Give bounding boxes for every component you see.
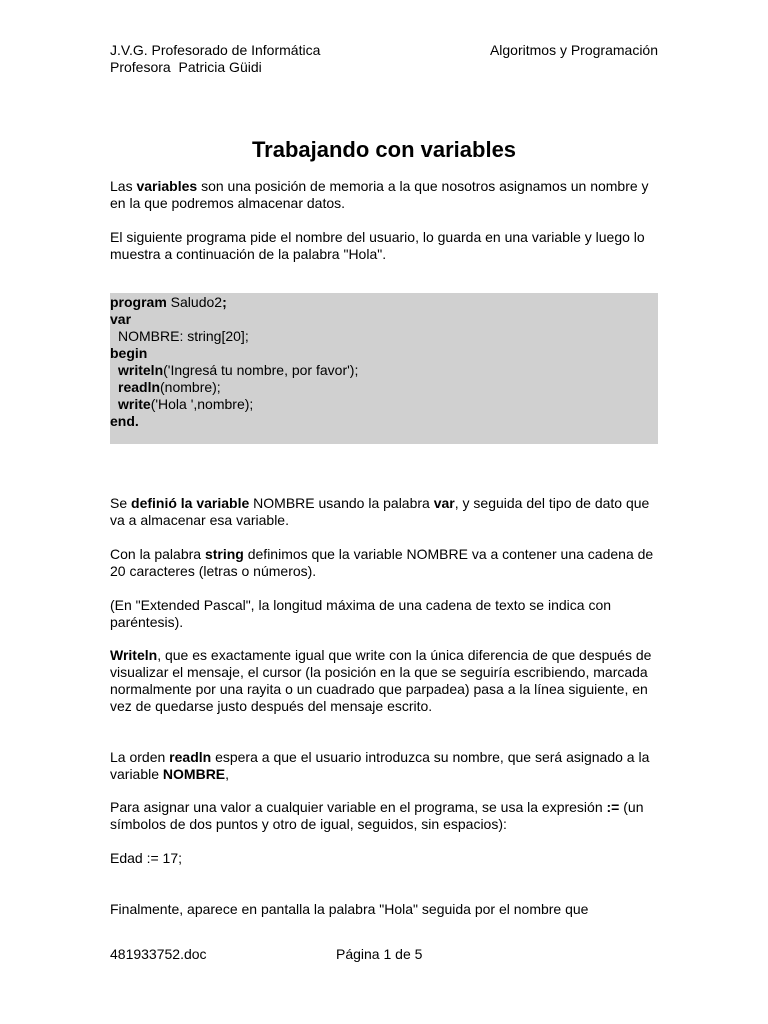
footer-filename: 481933752.doc bbox=[110, 946, 207, 962]
body-paragraph-string: Con la palabra string definimos que la variable NOMBRE va a contener una cadena de 20 caracteres (letras o números). bbox=[110, 546, 654, 579]
code-line: var bbox=[110, 311, 132, 327]
header-teacher: Profesora Patricia Güidi bbox=[110, 59, 262, 75]
code-line: program Saludo2; bbox=[110, 294, 227, 310]
page-footer bbox=[110, 946, 658, 963]
body-paragraph-readln: La orden readln espera a que el usuario introduzca su nombre, que será asignado a la variable NOMBRE, bbox=[110, 749, 650, 782]
body-paragraph-extended-pascal: (En "Extended Pascal", la longitud máxima de una cadena de texto se indica con paréntesis). bbox=[110, 597, 612, 630]
code-line: begin bbox=[110, 345, 148, 361]
intro-paragraph-1: Las variables son una posición de memoria a la que nosotros asignamos un nombre y en la que podremos almacenar datos. bbox=[110, 178, 649, 211]
page-header bbox=[110, 42, 658, 76]
header-institution: J.V.G. Profesorado de Informática bbox=[110, 42, 321, 58]
body-example-assignment: Edad := 17; bbox=[110, 850, 183, 866]
code-line: writeln('Ingresá tu nombre, por favor'); bbox=[118, 362, 359, 378]
code-line: readln(nombre); bbox=[118, 379, 221, 395]
body-paragraph-writeln: Writeln, que es exactamente igual que write con la única diferencia de que después de visualizar el mensaje, el cursor (la posición en la que se seguiría escribiendo, marcada normalmente por una rayita o un cuadrado que parpadea) pasa a la línea siguiente, en vez de quedarse justo después del mensaje escrito. bbox=[110, 647, 652, 714]
code-line: NOMBRE: string[20]; bbox=[118, 328, 249, 344]
footer-page-number: Página 1 de 5 bbox=[336, 946, 423, 962]
code-line: write('Hola ',nombre); bbox=[118, 396, 254, 412]
intro-paragraph-2: El siguiente programa pide el nombre del usuario, lo guarda en una variable y luego lo muestra a continuación de la palabra "Hola". bbox=[110, 229, 645, 262]
code-block bbox=[110, 293, 658, 444]
header-subject: Algoritmos y Programación bbox=[489, 42, 658, 58]
body-paragraph-assignment: Para asignar una valor a cualquier variable en el programa, se usa la expresión := (un símbolos de dos puntos y otro de igual, seguidos, sin espacios): bbox=[110, 799, 644, 832]
page-title: Trabajando con variables bbox=[251, 137, 517, 162]
body-paragraph-var: Se definió la variable NOMBRE usando la palabra var, y seguida del tipo de dato que va a almacenar esa variable. bbox=[110, 495, 650, 528]
body-paragraph-final: Finalmente, aparece en pantalla la palabra "Hola" seguida por el nombre que bbox=[110, 901, 589, 917]
code-line: end. bbox=[110, 413, 139, 429]
